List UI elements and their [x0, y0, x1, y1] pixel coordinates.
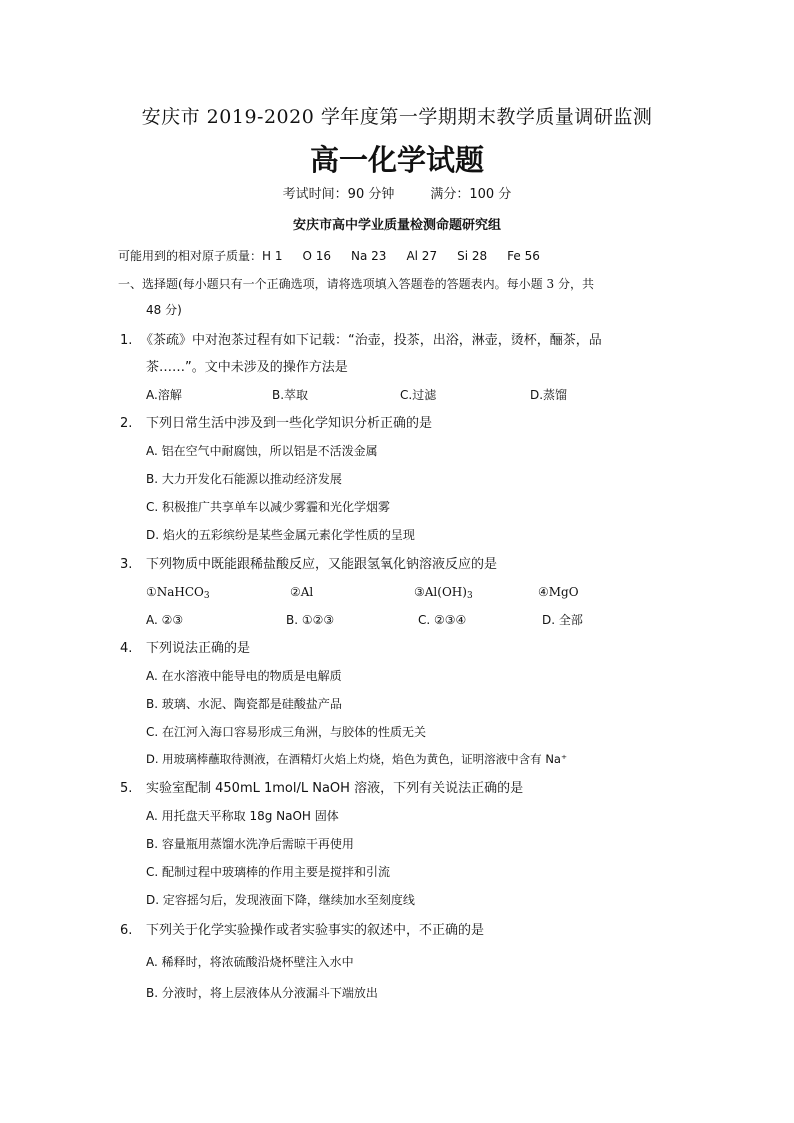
option-c: C. 积极推广共享单车以减少雾霾和光化学烟雾: [146, 500, 391, 514]
question-number: 1.: [120, 333, 133, 348]
option-a: A. 在水溶液中能导电的物质是电解质: [146, 669, 342, 683]
option-a: A. ②③: [146, 613, 184, 627]
exam-authoring-group: 安庆市高中学业质量检测命题研究组: [292, 218, 501, 233]
question-stem: 下列说法正确的是: [146, 641, 251, 656]
option-c: C.过滤: [400, 388, 437, 402]
option-c: C. 在江河入海口容易形成三角洲，与胶体的性质无关: [146, 725, 427, 739]
substance-2: ②Al: [290, 585, 314, 599]
question-number: 6.: [120, 923, 133, 938]
atomic-mass-item: Na 23: [351, 249, 387, 263]
exam-time-and-score: [0, 188, 794, 201]
option-d: D. 全部: [542, 613, 583, 627]
question-stem: 下列关于化学实验操作或者实验事实的叙述中，不正确的是: [146, 923, 485, 938]
substance-1: ①NaHCO$_3$: [146, 585, 210, 601]
atomic-mass-item: Si 28: [457, 249, 488, 263]
atomic-mass-item: Al 27: [406, 249, 438, 263]
question-stem: 《茶疏》中对泡茶过程有如下记载：“治壶，投茶，出浴，淋壶，烫杯，酾茶，品: [140, 333, 602, 348]
question-number: 4.: [120, 641, 133, 656]
option-d: D. 定容摇匀后，发现液面下降，继续加水至刻度线: [146, 893, 415, 907]
option-b: B. 玻璃、水泥、陶瓷都是硅酸盐产品: [146, 697, 342, 711]
exam-subject: 高一化学试题: [309, 143, 484, 177]
option-b: B. 容量瓶用蒸馏水洗净后需晾干再使用: [146, 837, 354, 851]
exam-time: 考试时间：90 分钟: [282, 187, 395, 202]
option-b: B. ①②③: [286, 613, 335, 627]
question-number: 5.: [120, 781, 133, 796]
option-d: D.蒸馏: [530, 388, 568, 402]
option-a: A. 铝在空气中耐腐蚀，所以铝是不活泼金属: [146, 444, 378, 458]
question-stem: 下列日常生活中涉及到一些化学知识分析正确的是: [146, 416, 433, 431]
option-a: A. 用托盘天平称取 18g NaOH 固体: [146, 809, 339, 823]
question-stem: 实验室配制 450mL 1mol/L NaOH 溶液，下列有关说法正确的是: [146, 781, 524, 796]
atomic-mass-item: O 16: [302, 249, 332, 263]
exam-title: 安庆市 2019-2020 学年度第一学期期末教学质量调研监测: [141, 106, 653, 128]
option-a: A. 稀释时，将浓硫酸沿烧杯壁注入水中: [146, 955, 354, 969]
option-b: B. 分液时，将上层液体从分液漏斗下端放出: [146, 986, 378, 1000]
atomic-mass-item: H 1: [262, 249, 283, 263]
question-stem: 下列物质中既能跟稀盐酸反应，又能跟氢氧化钠溶液反应的是: [146, 557, 498, 572]
atomic-masses: [118, 250, 540, 262]
option-d: D. 焰火的五彩缤纷是某些金属元素化学性质的呈现: [146, 528, 415, 542]
substance-4: ④MgO: [538, 585, 579, 599]
option-c: C. ②③④: [418, 613, 467, 627]
question-number: 3.: [120, 557, 133, 572]
full-score: 满分：100 分: [430, 187, 512, 202]
option-b: B. 大力开发化石能源以推动经济发展: [146, 472, 342, 486]
atomic-masses-label: 可能用到的相对原子质量：: [118, 249, 263, 263]
question-number: 2.: [120, 416, 133, 431]
option-d: D. 用玻璃棒蘸取待测液，在酒精灯火焰上灼烧，焰色为黄色，证明溶液中含有 Na⁺: [146, 752, 568, 766]
option-a: A.溶解: [146, 388, 182, 402]
substance-3: $③Al(OH)_3$: [414, 585, 473, 601]
section-heading: 一、选择题(每小题只有一个正确选项，请将选项填入答题卷的答题表内。每小题 3 分，共: [118, 277, 594, 291]
option-b: B.萃取: [272, 388, 309, 402]
option-c: C. 配制过程中玻璃棒的作用主要是搅拌和引流: [146, 865, 391, 879]
section-heading-cont: 48 分): [146, 303, 182, 317]
question-stem-cont: 茶……”。文中未涉及的操作方法是: [146, 360, 348, 375]
atomic-mass-item: Fe 56: [507, 249, 540, 263]
